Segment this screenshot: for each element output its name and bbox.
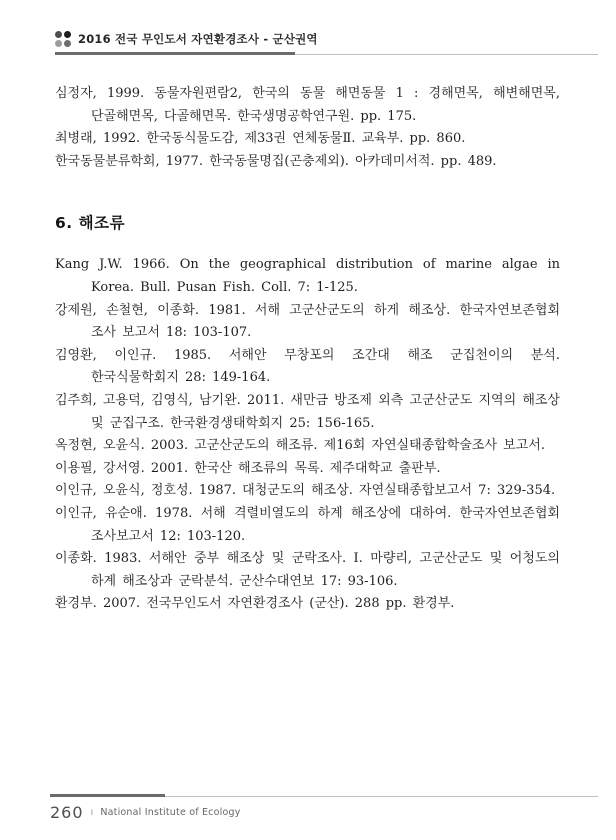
reference-entry: 이종화. 1983. 서해안 중부 해조상 및 군락조사. I. 마량리, 고군산군도 및 어청도의 하계 해조상과 군락분석. 군산수대연보 17: 93-106. [55, 551, 560, 589]
reference-entry: Kang J.W. 1966. On the geographical distribution of marine algae in Korea. Bull. Pusan Fish. Coll. 7: 1-125. [55, 257, 560, 295]
algae-references [55, 254, 560, 616]
reference-entry: 이용필, 강서영. 2001. 한국산 해조류의 목록. 제주대학교 출판부. [55, 460, 441, 476]
reference-entry: 한국동물분류학회, 1977. 한국동물명집(곤충제외). 아카데미서적. pp. 489. [55, 153, 497, 169]
reference-entry: 최병래, 1992. 한국동식물도감, 제33권 연체동물Ⅱ. 교육부. pp. 860. [55, 131, 466, 147]
running-header-title: 2016 전국 무인도서 자연환경조사 - 군산권역 [78, 32, 318, 46]
footer-separator: ı [90, 807, 94, 818]
footer-rule [50, 794, 598, 797]
dots-grid-icon [55, 31, 71, 47]
reference-entry: 김영환, 이인규. 1985. 서해안 무창포의 조간대 해조 군집천이의 분석. 한국식물학회지 28: 149-164. [55, 347, 560, 386]
previous-section-references [55, 83, 560, 173]
page-number: 260 [50, 803, 84, 822]
institute-name: National Institute of Ecology [100, 807, 241, 818]
reference-entry: 옥정현, 오윤식. 2003. 고군산군도의 해조류. 제16회 자연실태종합학술조사 보고서. [55, 438, 545, 454]
reference-entry: 이인규, 유순애. 1978. 서해 격렬비열도의 하계 해조상에 대하여. 한국자연보존협회 조사보고서 12: 103-120. [55, 505, 560, 544]
page-footer [50, 794, 598, 822]
section-heading: 6. 해조류 [55, 214, 125, 233]
page-header [55, 31, 598, 55]
reference-entry: 환경부. 2007. 전국무인도서 자연환경조사 (군산). 288 pp. 환경부. [55, 596, 455, 612]
reference-entry: 심정자, 1999. 동물자원편람2, 한국의 동물 해면동물 1 : 경해면목, 해변해면목, 단골해면목, 다골해면목. 한국생명공학연구원. pp. 175. [55, 86, 560, 124]
reference-entry: 김주희, 고용덕, 김영식, 남기완. 2011. 새만금 방조제 외측 고군산군도 지역의 해조상 및 군집구조. 한국환경생태학회지 25: 156-165. [55, 392, 560, 431]
header-rule [55, 52, 598, 55]
reference-entry: 강제원, 손철현, 이종화. 1981. 서해 고군산군도의 하게 해조상. 한국자연보존협회 조사 보고서 18: 103-107. [55, 302, 560, 341]
page-body [55, 83, 560, 616]
reference-entry: 이인규, 오윤식, 정호성. 1987. 대청군도의 해조상. 자연실태종합보고서 7: 329-354. [55, 483, 556, 499]
